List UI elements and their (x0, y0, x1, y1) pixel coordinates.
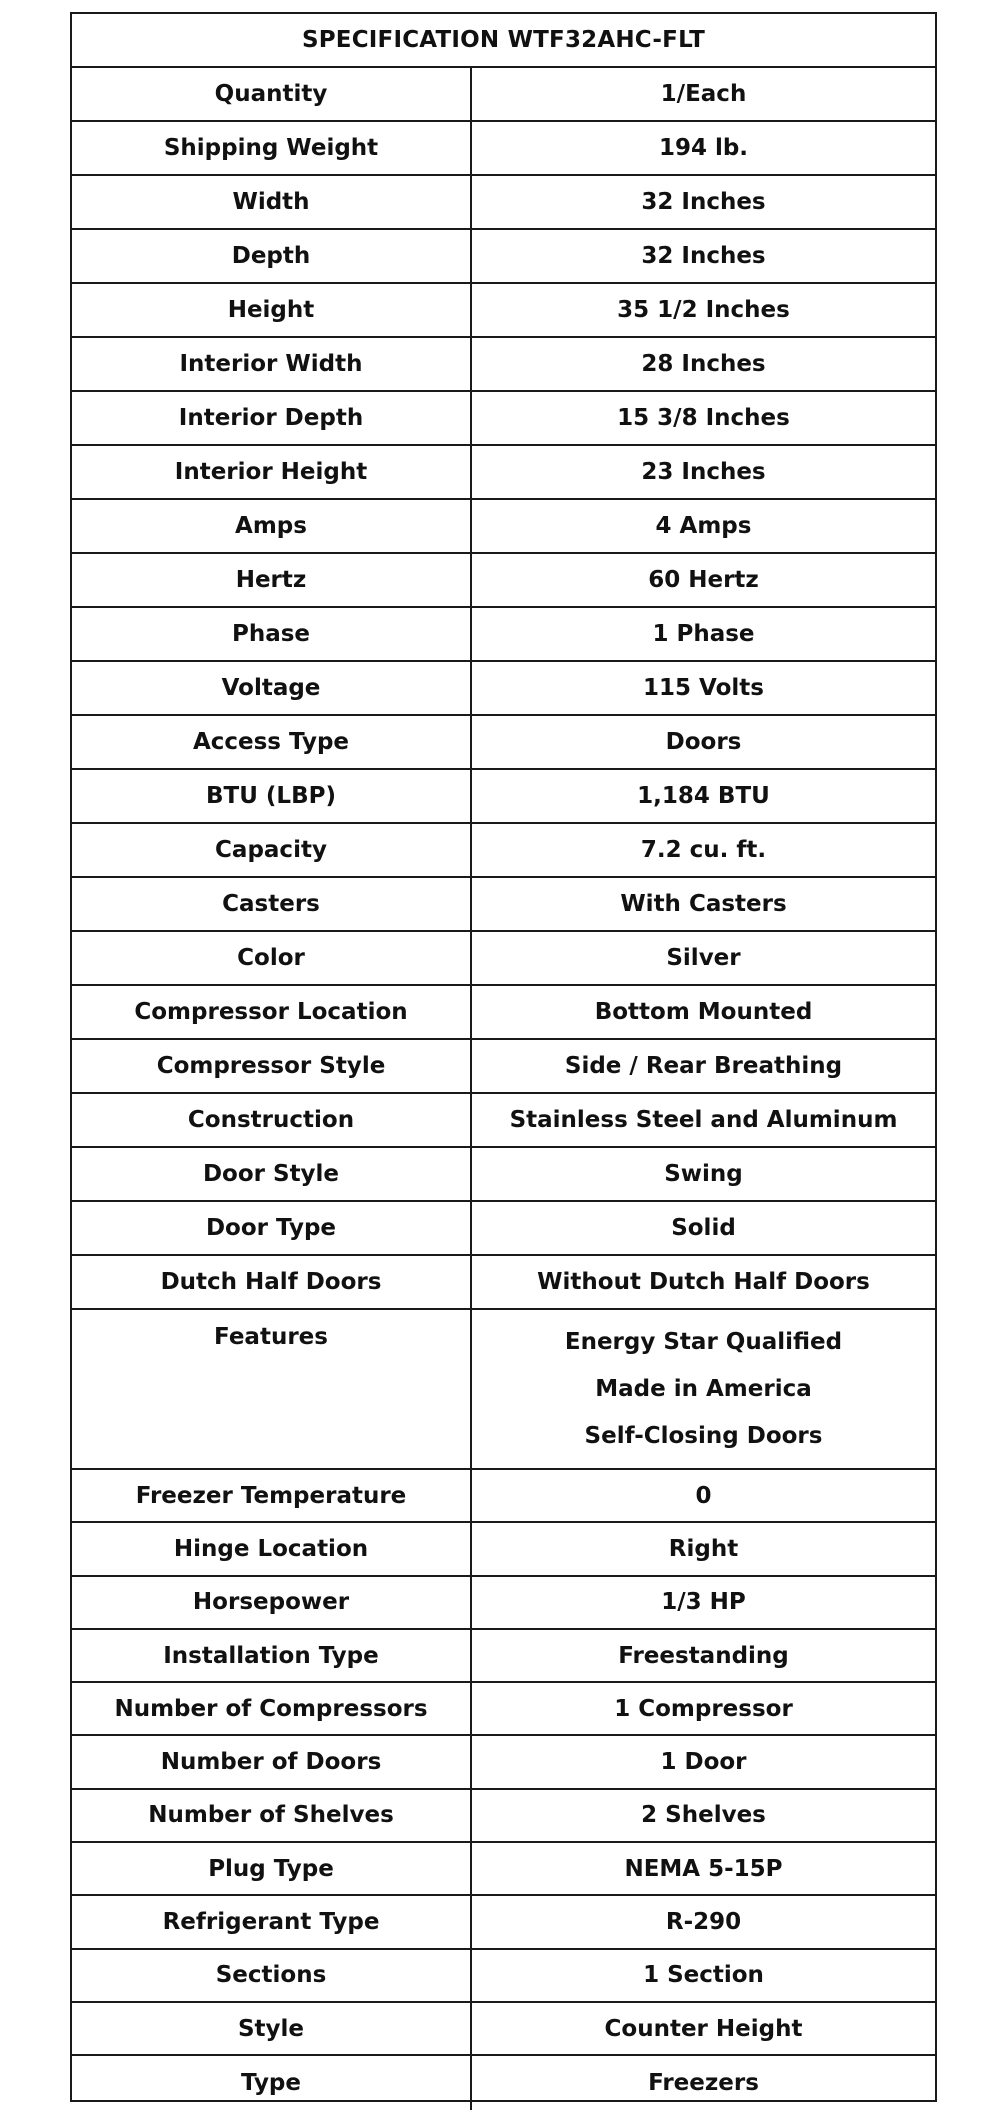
row-label: Interior Height (72, 446, 472, 500)
row-label: Depth (72, 230, 472, 284)
row-label: Sections (72, 1950, 472, 2003)
row-value: 23 Inches (472, 446, 935, 500)
row-value: Without Dutch Half Doors (472, 1256, 935, 1310)
row-value: Freezers (648, 2069, 759, 2096)
row-value: Silver (472, 932, 935, 986)
row-label: Quantity (72, 68, 472, 122)
row-label: Width (72, 176, 472, 230)
row-value: 1 Compressor (472, 1683, 935, 1736)
row-value: 194 lb. (472, 122, 935, 176)
row-label: Amps (72, 500, 472, 554)
row-value: With Casters (472, 878, 935, 932)
feature-item: Self-Closing Doors (584, 1423, 823, 1450)
row-value: 28 Inches (472, 338, 935, 392)
row-label: Compressor Style (72, 1040, 472, 1094)
row-label: Number of Shelves (72, 1790, 472, 1843)
row-value: 32 Inches (472, 176, 935, 230)
row-value: 7.2 cu. ft. (472, 824, 935, 878)
row-label: Door Type (72, 1202, 472, 1256)
row-value: 1/Each (472, 68, 935, 122)
row-value: Solid (472, 1202, 935, 1256)
row-label: BTU (LBP) (72, 770, 472, 824)
row-value: Swing (472, 1148, 935, 1202)
row-value: 1 Door (472, 1736, 935, 1789)
row-label: Casters (72, 878, 472, 932)
row-label: Refrigerant Type (72, 1896, 472, 1949)
row-value: Side / Rear Breathing (472, 1040, 935, 1094)
row-label: Type (72, 2056, 472, 2109)
row-label: Plug Type (72, 1843, 472, 1896)
row-value: R-290 (472, 1896, 935, 1949)
feature-item: Energy Star Qualified (564, 1328, 843, 1355)
row-value: 0 (472, 1470, 935, 1523)
row-label: Capacity (72, 824, 472, 878)
feature-item: Made in America (595, 1375, 812, 1402)
row-label: Number of Doors (72, 1736, 472, 1789)
row-label: Number of Compressors (72, 1683, 472, 1736)
row-value: Doors (472, 716, 935, 770)
row-label: Installation Type (72, 1630, 472, 1683)
row-label: Style (72, 2003, 472, 2056)
row-label: Hertz (72, 554, 472, 608)
row-value: 2 Shelves (472, 1790, 935, 1843)
row-label: Horsepower (72, 1577, 472, 1630)
row-label: Height (72, 284, 472, 338)
row-label: Shipping Weight (72, 122, 472, 176)
row-label: Interior Width (72, 338, 472, 392)
row-value: Stainless Steel and Aluminum (472, 1094, 935, 1148)
row-value: 32 Inches (472, 230, 935, 284)
row-label: Door Style (72, 1148, 472, 1202)
specification-table (70, 12, 937, 2102)
row-value: 1/3 HP (472, 1577, 935, 1630)
row-label: Dutch Half Doors (72, 1256, 472, 1310)
row-value: 15 3/8 Inches (472, 392, 935, 446)
row-value: NEMA 5-15P (472, 1843, 935, 1896)
table-title: SPECIFICATION WTF32AHC-FLT (72, 14, 935, 68)
row-label: Compressor Location (72, 986, 472, 1040)
row-value: Freestanding (472, 1630, 935, 1683)
row-label: Voltage (72, 662, 472, 716)
row-value: 115 Volts (472, 662, 935, 716)
row-value: Counter Height (472, 2003, 935, 2056)
row-value: 4 Amps (472, 500, 935, 554)
row-label: Access Type (72, 716, 472, 770)
row-value: 60 Hertz (472, 554, 935, 608)
row-value: Bottom Mounted (472, 986, 935, 1040)
row-label: Hinge Location (72, 1523, 472, 1576)
row-value: 35 1/2 Inches (472, 284, 935, 338)
features-values (472, 1310, 935, 1470)
row-label: Phase (72, 608, 472, 662)
row-label: Construction (72, 1094, 472, 1148)
row-label: Features (72, 1310, 472, 1470)
row-label: Color (72, 932, 472, 986)
row-label: Freezer Temperature (72, 1470, 472, 1523)
row-value: 1,184 BTU (472, 770, 935, 824)
row-value: Right (472, 1523, 935, 1576)
row-value: 1 Phase (472, 608, 935, 662)
row-value: 1 Section (472, 1950, 935, 2003)
row-label: Interior Depth (72, 392, 472, 446)
